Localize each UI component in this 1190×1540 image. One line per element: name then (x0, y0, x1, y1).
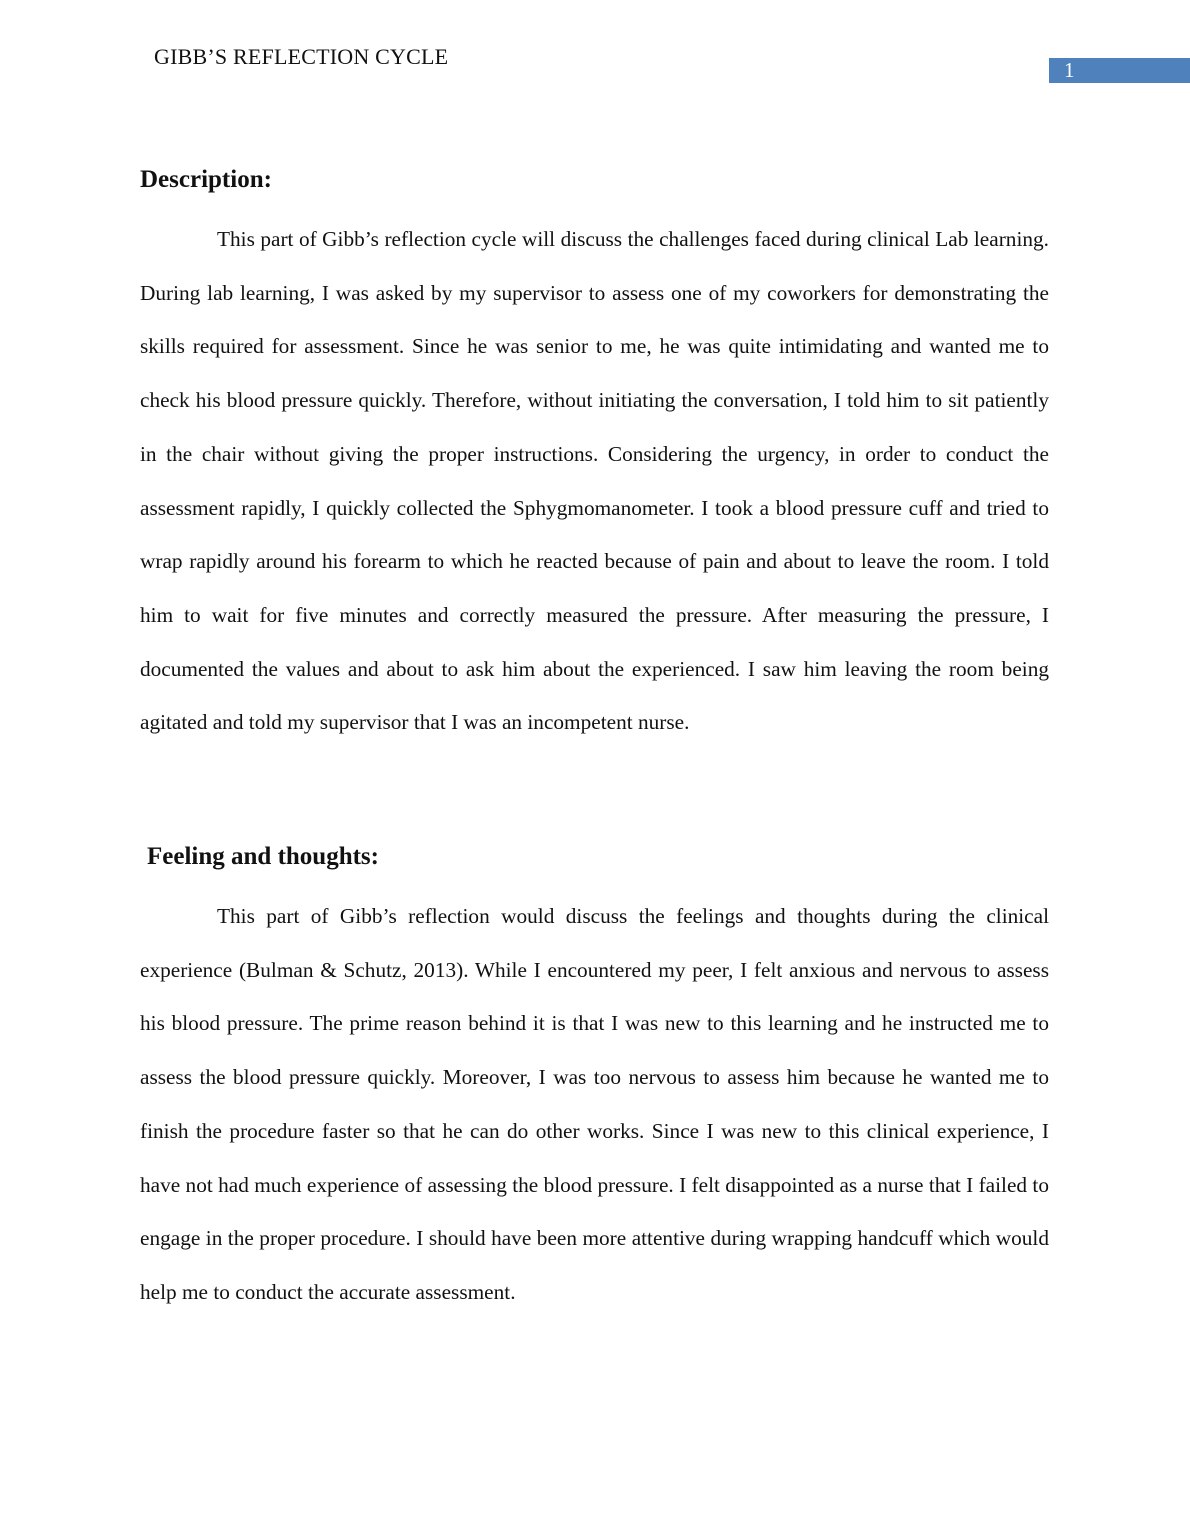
page-number: 1 (1064, 58, 1075, 82)
running-head: GIBB’S REFLECTION CYCLE (154, 44, 449, 69)
page-number-bar (1049, 58, 1190, 83)
paragraph-feeling-and-thoughts-text: This part of Gibb’s reflection would discuss the feelings and thoughts during the clinical experience (Bulman & Schutz, 2013). While I encountered my peer, I felt anxious and nervous to assess his blood pressure. The prime reason behind it is that I was new to this learning and he instructed me to assess the blood pressure quickly. Moreover, I was too nervous to assess him because he wanted me to finish the procedure faster so that he can do other works. Since I was new to this clinical experience, I have not had much experience of assessing the blood pressure. I felt disappointed as a nurse that I failed to engage in the proper procedure. I should have been more attentive during wrapping handcuff which would help me to conduct the accurate assessment. (140, 904, 1049, 1304)
paragraph-description-text: This part of Gibb’s reflection cycle will discuss the challenges faced during clinical Lab learning. During lab learning, I was asked by my supervisor to assess one of my coworkers for demonstrating the skills required for assessment. Since he was senior to me, he was quite intimidating and wanted me to check his blood pressure quickly. Therefore, without initiating the conversation, I told him to sit patiently in the chair without giving the proper instructions. Considering the urgency, in order to conduct the assessment rapidly, I quickly collected the Sphygmomanometer. I took a blood pressure cuff and tried to wrap rapidly around his forearm to which he reacted because of pain and about to leave the room. I told him to wait for five minutes and correctly measured the pressure. After measuring the pressure, I documented the values and about to ask him about the experienced. I saw him leaving the room being agitated and told my supervisor that I was an incompetent nurse. (140, 227, 1049, 735)
section-heading-feeling-and-thoughts: Feeling and thoughts: (147, 843, 379, 870)
section-heading-description: Description: (140, 166, 272, 193)
paragraph-description (140, 213, 1049, 750)
paragraph-feeling-and-thoughts (140, 890, 1049, 1320)
